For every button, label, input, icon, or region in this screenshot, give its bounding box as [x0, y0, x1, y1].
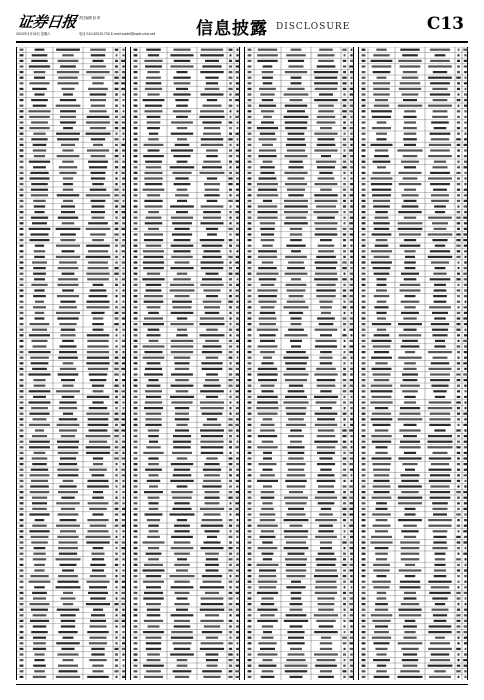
- masthead-rule: [16, 41, 468, 43]
- table-grid: [245, 47, 355, 680]
- editor-line: 责任编辑 彭 妍: [79, 16, 101, 20]
- table-column-4: [358, 47, 468, 680]
- disclosure-columns: [16, 47, 468, 680]
- section-title-english: DISCLOSURE: [276, 22, 351, 32]
- table-grid: [131, 47, 241, 680]
- section-title: 信息披露: [196, 19, 268, 39]
- table-grid: [17, 47, 127, 680]
- table-column-3: [244, 47, 354, 680]
- contact-line: 电话 010-83251730 E-mail:zqrb9@zqrb.sina.net: [79, 32, 155, 36]
- issue-date: 2020年4月18日 星期六: [16, 32, 51, 36]
- footer-rule: [16, 684, 468, 685]
- table-grid: [359, 47, 469, 680]
- table-column-2: [130, 47, 240, 680]
- masthead: [8, 10, 476, 44]
- table-column-1: [16, 47, 126, 680]
- newspaper-logo: 证券日报: [16, 13, 78, 31]
- page-number: C13: [426, 14, 464, 34]
